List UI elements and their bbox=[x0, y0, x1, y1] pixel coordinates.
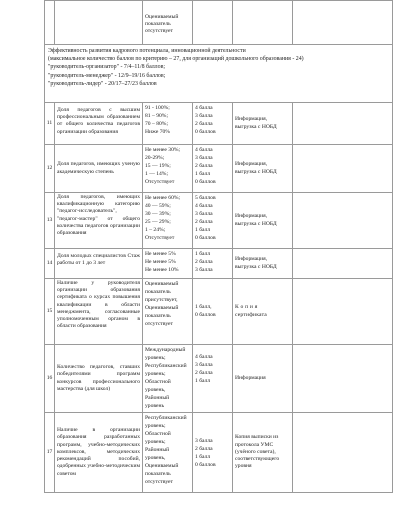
row-number: 12 bbox=[45, 145, 55, 193]
indicator-cell: Не менее 30%; 20-29%; 15 — 19%; 1 — 14%; Отсутствует bbox=[143, 145, 193, 193]
indicator-cell: Оцениваемый показатель отсутствует bbox=[143, 1, 193, 45]
row-number: 15 bbox=[45, 279, 55, 345]
row-name: Доля педагогов, имеющих квалификационную категорию "педагог-исследователь", "педагог-мастер" от общего количества педагогов организации образования bbox=[55, 193, 143, 249]
table-row bbox=[45, 249, 393, 279]
row-name: Количество педагогов, ставших победителями программ конкурсов профессионального мастерства (для школ) bbox=[55, 345, 143, 413]
criterion-header: Эффективность развития кадрового потенциала, инновационной деятельности (максимальное количество баллов по критерию – 27, для организаций дошкольного образования - 24) "руководитель-организатор" - 7/4–11/8 баллов; "руководитель-менеджер" - 12/9–19/16 баллов; "руководитель-лидер" - 20/17–27/23 баллов bbox=[45, 45, 393, 103]
row-name: Наличие у руководителя организации образования сертификата о курсах повышения квалификации в области менеджмента, согласованные уполномоченным органом в области образования bbox=[55, 279, 143, 345]
indicator-cell: Оцениваемый показатель присутствует, Оцениваемый показатель отсутствует bbox=[143, 279, 193, 345]
row-number: 11 bbox=[45, 103, 55, 145]
row-name: Доля педагогов с высшим профессиональным образованием от общего количества педагогов организации образования bbox=[55, 103, 143, 145]
points-cell: 1 балл 2 балла 3 балла bbox=[193, 249, 233, 279]
points-cell: 4 балла 3 балла 2 балла 1 балл bbox=[193, 345, 233, 413]
source-cell: Информация, выгрузка с НОБД bbox=[233, 193, 293, 249]
row-name: Наличие в организации образования разработанных программ, учебно-методических комплексов, методических рекомендаций пособий, одобренных учебно-методическим советом bbox=[55, 413, 143, 493]
criterion-header-row bbox=[45, 45, 393, 103]
source-cell: Информация, выгрузка с НОБД bbox=[233, 145, 293, 193]
points-cell: 4 балла 3 балла 2 балла 1 балл 0 баллов bbox=[193, 145, 233, 193]
row-number: 14 bbox=[45, 249, 55, 279]
row-name: Доля молодых специалистов Стаж работы от 1 до 3 лет bbox=[55, 249, 143, 279]
source-cell: К о п и я сертификата bbox=[233, 279, 293, 345]
table-row bbox=[45, 279, 393, 345]
points-cell: 4 балла 3 балла 2 балла 0 баллов bbox=[193, 103, 233, 145]
table-row bbox=[45, 193, 393, 249]
source-cell: Информация, выгрузка с НОБД bbox=[233, 249, 293, 279]
table-row bbox=[45, 145, 393, 193]
source-cell: Информация bbox=[233, 345, 293, 413]
row-number: 13 bbox=[45, 193, 55, 249]
criteria-table bbox=[44, 0, 393, 493]
table-row bbox=[45, 345, 393, 413]
points-cell: 3 балла 2 балла 1 балл 0 баллов bbox=[193, 413, 233, 493]
row-number: 16 bbox=[45, 345, 55, 413]
row-number: 17 bbox=[45, 413, 55, 493]
table-row bbox=[45, 413, 393, 493]
table-row bbox=[45, 1, 393, 45]
points-cell: 1 балл, 0 баллов bbox=[193, 279, 233, 345]
source-cell: Копия выписки из протокола УМС (учёного совета), соответствующего уровня bbox=[233, 413, 293, 493]
source-cell: Информация, выгрузка с НОБД bbox=[233, 103, 293, 145]
row-name: Доля педагогов, имеющих ученую академическую степень bbox=[55, 145, 143, 193]
table-row bbox=[45, 103, 393, 145]
points-cell: 5 баллов 4 балла 3 балла 2 балла 1 балл 0 баллов bbox=[193, 193, 233, 249]
indicator-cell: Не менее 60%; 40 — 59%; 30 — 39%; 25 — 29%; 1 – 24%; Отсутствует bbox=[143, 193, 193, 249]
indicator-cell: Республиканский уровень; Областной уровень; Районный уровень, Оцениваемый показатель отсутствует bbox=[143, 413, 193, 493]
indicator-cell: 91 - 100%; 81 – 90%; 70 – 80%; Ниже 70% bbox=[143, 103, 193, 145]
indicator-cell: Международный уровень; Республиканский уровень; Областной уровень, Районный уровень bbox=[143, 345, 193, 413]
indicator-cell: Не менее 5% Не менее 5% Не менее 10% bbox=[143, 249, 193, 279]
